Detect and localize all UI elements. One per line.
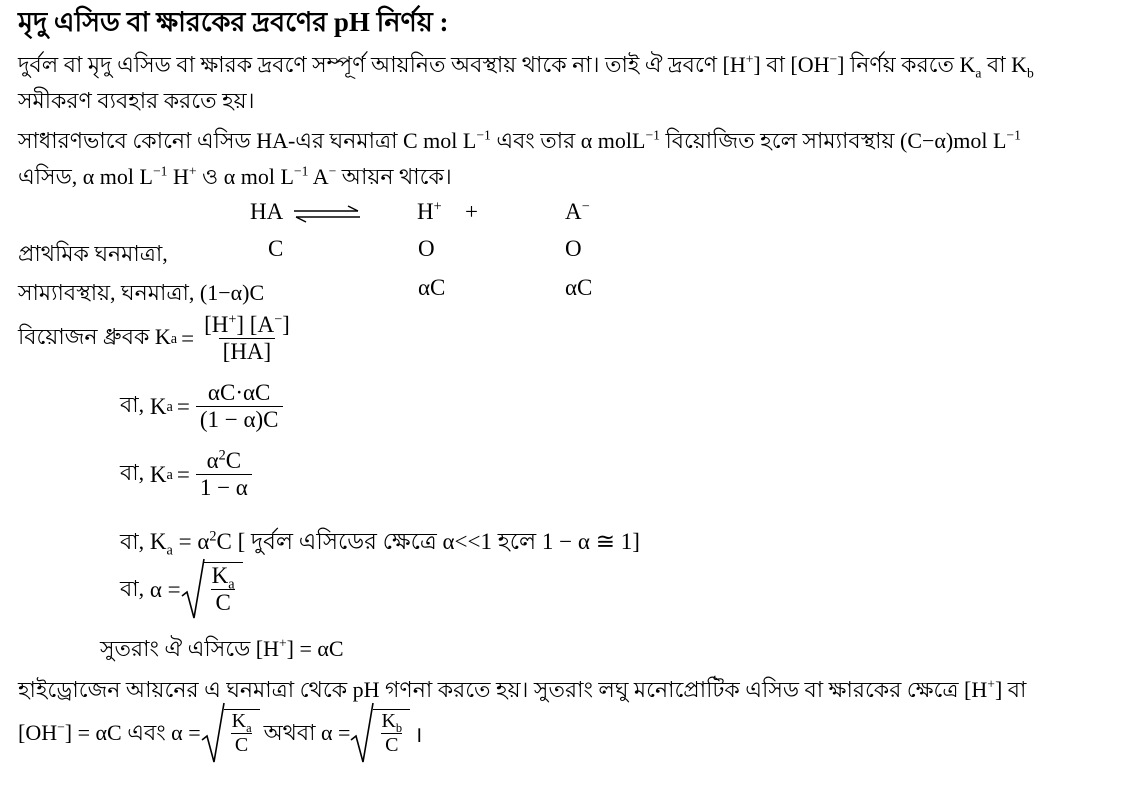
paragraph-2-line-1: সাধারণভাবে কোনো এসিড HA-এর ঘনমাত্রা C mol $L^{-1}$ এবং তার α molL$^{-1}$ বিয়োজিত হলে সাম্যাবস্থায় (C−α)mol $L^{-1}$ (18, 127, 1021, 153)
row-equilibrium-a: αC (565, 275, 593, 300)
alpha-expression: বা, α = $\frac{K_a}{C}$ (120, 558, 243, 622)
section-title: মৃদু এসিড বা ক্ষারকের দ্রবণের pH নির্ণয় : (18, 7, 449, 37)
row-equilibrium-h: αC (418, 275, 446, 300)
therefore-line: সুতরাং ঐ এসিডে [H+] = αC (100, 635, 344, 661)
row-initial-ha: C (268, 236, 284, 261)
final-paragraph-line-2: [OH−] = αC এবং α = $\frac{K_a}{C}$ অথবা α = $\frac{K_b}{C}$ । (18, 702, 422, 766)
paragraph-2-line-2: এসিড, α mol $L^{-1}$ H+ ও α mol $L^{-1}$ A− আয়ন থাকে। (18, 163, 452, 189)
reaction-product-a: A− (565, 198, 590, 224)
final-paragraph-line-1: হাইড্রোজেন আয়নের এ ঘনমাত্রা থেকে pH গণনা করতে হয়। সুতরাং লঘু মনোপ্রোটিক এসিড বা ক্ষারকের ক্ষেত্রে [H+] বা (18, 676, 1027, 702)
row-initial-h: O (418, 236, 435, 261)
ka-fraction: $\frac{[H^+] [A^-]}{[HA]}$ (204, 311, 290, 365)
row-initial-a: O (565, 236, 582, 261)
square-root-icon: $\frac{K_b}{C}$ (350, 702, 410, 766)
paragraph-1-line-1: দুর্বল বা মৃদু এসিড বা ক্ষারক দ্রবণে সম্পূর্ণ আয়নিত অবস্থায় থাকে না। তাই ঐ দ্রবণে [H+] বা [OH−] নির্ণয় করতে $K_a$ বা $K_b$ (18, 51, 1034, 81)
row-equilibrium-label: সাম্যাবস্থায়, ঘনমাত্রা, (1−α)C (18, 280, 265, 305)
ka-expression-2: বা, K a = $\frac{\alpha C\cdot\alpha C}{(1 - \alpha)C}$ (120, 380, 285, 434)
reaction-product-h: H+ (417, 198, 442, 224)
ka-expression: বিয়োজন ধ্রুবক K a = $\frac{[H^+] [A^-]}{[HA]}$ (18, 312, 296, 366)
equilibrium-arrow-icon (292, 205, 362, 223)
ka-approximation: বা, $K_a = \alpha^2C$ [ দুর্বল এসিডের ক্ষেত্রে α<<1 হলে 1 − α ≅ 1] (120, 528, 640, 559)
ka-expression-3: বা, K a = $\frac{\alpha^2C}{1 - \alpha}$ (120, 448, 254, 502)
row-initial-label: প্রাথমিক ঘনমাত্রা, (18, 241, 168, 266)
square-root-icon: $\frac{K_a}{C}$ (201, 702, 260, 766)
paragraph-1-line-2: সমীকরণ ব্যবহার করতে হয়। (18, 88, 255, 113)
reaction-plus: + (465, 199, 478, 224)
reaction-reactant: HA (250, 199, 284, 224)
square-root-icon: $\frac{K_a}{C}$ (181, 558, 243, 622)
